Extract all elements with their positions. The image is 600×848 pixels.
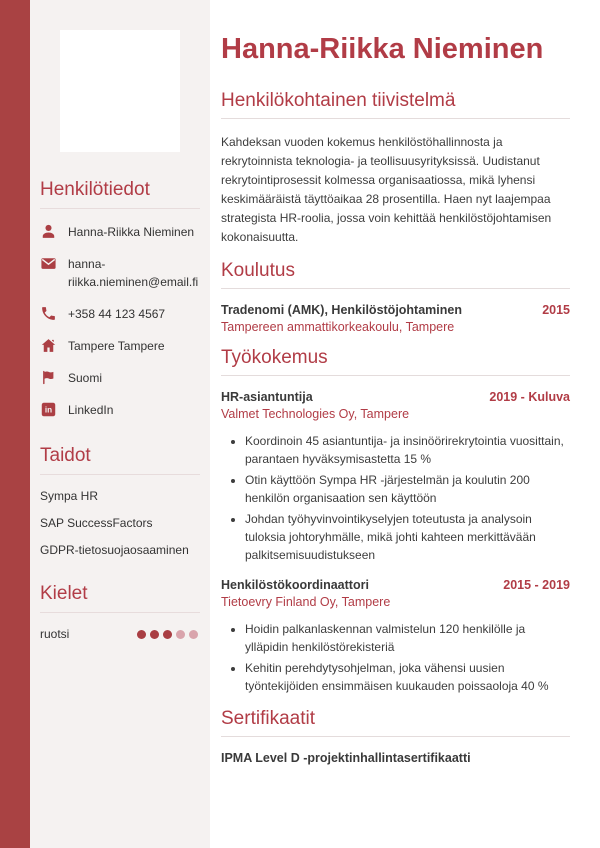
contact-text: LinkedIn xyxy=(68,403,114,417)
summary-section xyxy=(221,91,570,247)
flag-icon xyxy=(40,369,57,386)
experience-entry-head xyxy=(221,578,570,592)
education-section xyxy=(221,261,570,334)
sidebar xyxy=(30,0,210,848)
email-icon xyxy=(40,255,57,272)
contact-item-email xyxy=(40,255,200,291)
education-date: 2015 xyxy=(542,302,570,317)
job-bullet-list xyxy=(221,620,570,695)
contact-text: +358 44 123 4567 xyxy=(68,307,166,321)
level-dot xyxy=(150,630,159,639)
contact-text: hanna-riikka.nieminen@email.fi xyxy=(68,257,199,289)
contact-item-phone xyxy=(40,305,200,323)
job-title: HR-asiantuntija xyxy=(221,389,313,404)
skills-section xyxy=(40,445,200,557)
contact-divider xyxy=(40,208,200,209)
education-heading-divider xyxy=(221,288,570,289)
page-title: Hanna-Riikka Nieminen xyxy=(221,33,544,65)
job-bullet: • Kehitin perehdytysohjelman, joka vähensi uusien työntekijöiden ensimmäisen kuukauden poissaoloja 40 % xyxy=(245,659,570,695)
contact-text: Tampere Tampere xyxy=(68,339,165,353)
level-dot xyxy=(163,630,172,639)
job-bullet-list xyxy=(221,432,570,564)
svg-text:in: in xyxy=(44,405,53,415)
contact-item-linkedin xyxy=(40,401,200,419)
contact-item-location xyxy=(40,337,200,355)
experience-heading-divider xyxy=(221,375,570,376)
certification-item: IPMA Level D -projektinhallintasertifikaatti xyxy=(221,750,471,765)
contact-text: Hanna-Riikka Nieminen xyxy=(68,225,195,239)
degree-title: Tradenomi (AMK), Henkilöstöjohtaminen xyxy=(221,302,462,317)
contact-text: Suomi xyxy=(68,371,103,385)
level-dot xyxy=(189,630,198,639)
skill-item: Sympa HR xyxy=(40,489,99,503)
language-item xyxy=(40,627,200,641)
job-date: 2019 - Kuluva xyxy=(489,389,570,404)
summary-heading-divider xyxy=(221,118,570,119)
certifications-section xyxy=(221,709,570,765)
experience-entry xyxy=(221,390,570,564)
home-icon xyxy=(40,337,57,354)
experience-heading: Työkokemus xyxy=(221,346,328,368)
skills-divider xyxy=(40,474,200,475)
level-dot xyxy=(137,630,146,639)
languages-divider xyxy=(40,612,200,613)
job-company: Valmet Technologies Oy, Tampere xyxy=(221,406,410,421)
main-column xyxy=(210,0,600,848)
summary-text: Kahdeksan vuoden kokemus henkilöstöhallinnosta ja rekrytoinnista teknologia- ja teollisuusyrityksissä. Uudistanut rekrytointiprosessit kolmessa organisaatiossa, mikä lyhensi keskimääräistä täyttöaikaa 28 prosentilla. Haen nyt laajempaa strategista HR-roolia, jossa voin kehittää henkilöstöjohtamisen kokonaisuutta. xyxy=(221,134,552,244)
contact-item-name xyxy=(40,223,200,241)
skill-item: SAP SuccessFactors xyxy=(40,516,153,530)
job-bullet: • Koordinoin 45 asiantuntija- ja insinöörirekrytointia vuosittain, parantaen hyväksymisastetta 15 % xyxy=(245,432,570,468)
job-bullet: • Hoidin palkanlaskennan valmistelun 120 henkilölle ja ylläpidin henkilöstörekisteriä xyxy=(245,620,570,656)
education-heading: Koulutus xyxy=(221,259,295,281)
certifications-heading: Sertifikaatit xyxy=(221,707,315,729)
job-date: 2015 - 2019 xyxy=(503,577,570,592)
certifications-heading-divider xyxy=(221,736,570,737)
languages-section xyxy=(40,583,200,641)
phone-icon xyxy=(40,305,57,322)
photo-placeholder xyxy=(60,30,180,152)
skills-section-heading: Taidot xyxy=(40,445,91,466)
person-icon xyxy=(40,223,57,240)
job-company: Tietoevry Finland Oy, Tampere xyxy=(221,594,391,609)
contact-item-country xyxy=(40,369,200,387)
linkedin-icon xyxy=(40,401,57,418)
language-level-dots xyxy=(137,630,198,639)
education-entry-head xyxy=(221,303,570,317)
contact-section-heading: Henkilötiedot xyxy=(40,179,150,200)
level-dot xyxy=(176,630,185,639)
languages-section-heading: Kielet xyxy=(40,583,88,604)
skill-item: GDPR-tietosuojaosaaminen xyxy=(40,543,189,557)
experience-entry xyxy=(221,578,570,695)
left-accent-strip xyxy=(0,0,30,848)
job-bullet: • Johdan työhyvinvointikyselyjen toteutusta ja analysoin tuloksia johtoryhmälle, mikä johti kahteen merkittävään palkitsemisuudistukseen xyxy=(245,510,570,564)
education-entry xyxy=(221,303,570,334)
education-institution: Tampereen ammattikorkeakoulu, Tampere xyxy=(221,319,455,334)
job-title: Henkilöstökoordinaattori xyxy=(221,577,369,592)
language-name: ruotsi xyxy=(40,627,70,641)
experience-section xyxy=(221,348,570,695)
job-bullet: • Otin käyttöön Sympa HR -järjestelmän ja koulutin 200 henkilön organisaation sen käyttöön xyxy=(245,471,570,507)
experience-entry-head xyxy=(221,390,570,404)
summary-heading: Henkilökohtainen tiivistelmä xyxy=(221,90,456,111)
